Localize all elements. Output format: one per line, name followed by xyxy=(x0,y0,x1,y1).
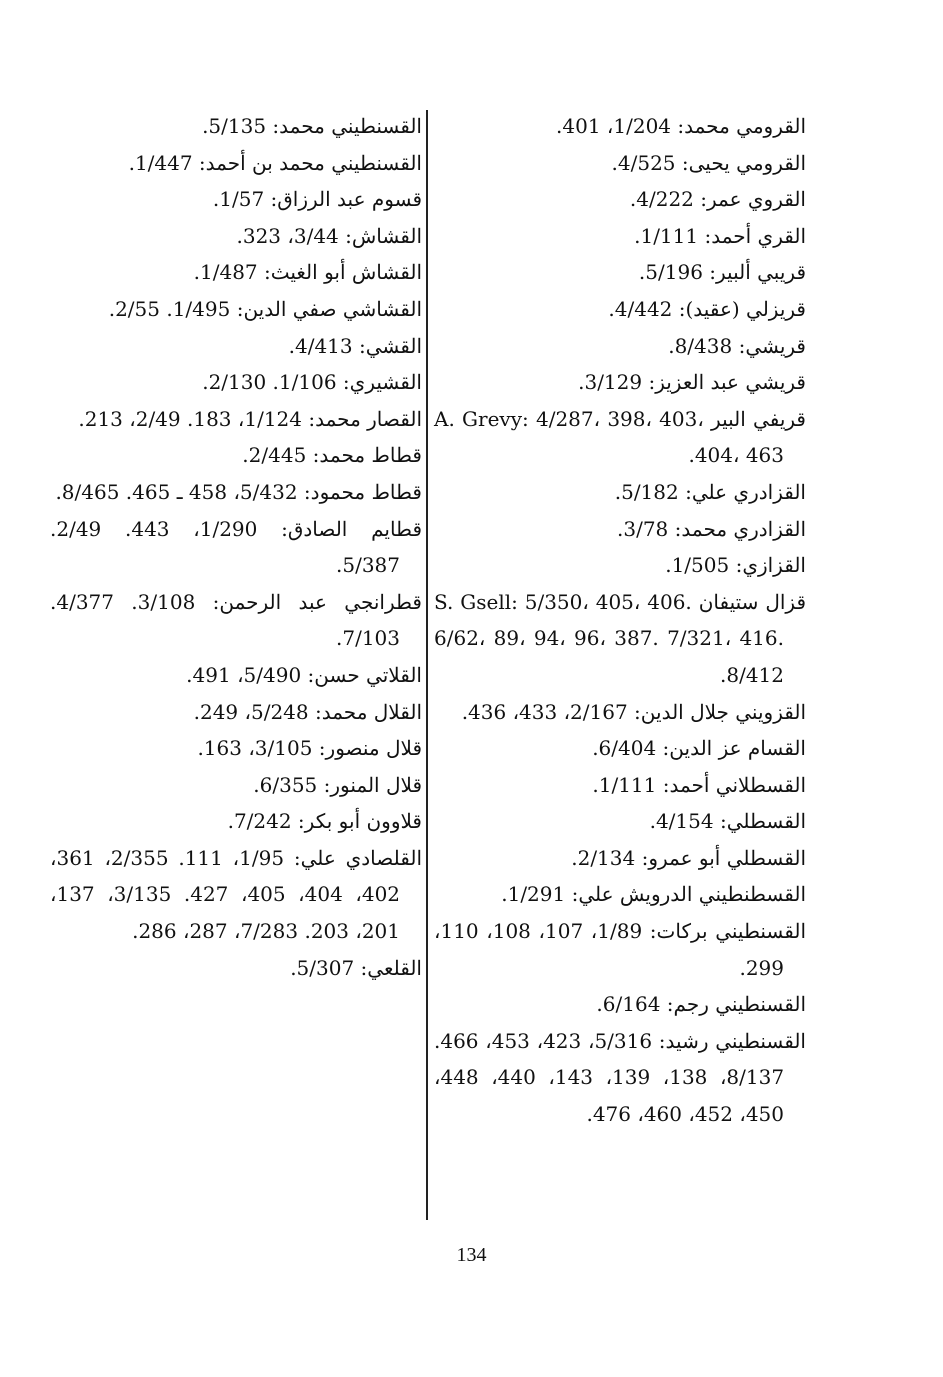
index-entry: القشي: 4/413. xyxy=(288,333,422,358)
index-entry: قلال منصور: 3/105، 163. xyxy=(197,736,422,761)
index-entry: قطاط محمود: 5/432، 458 ـ 465. 8/465. xyxy=(55,479,422,504)
index-entry: القشاش: 3/44، 323. xyxy=(236,223,422,248)
index-entry: القشيري: 1/106. 2/130. xyxy=(202,370,422,395)
index-entry: قريزلي (عقيد): 4/442. xyxy=(608,296,806,321)
index-column-right xyxy=(434,108,806,1133)
index-entry: القسنطيني رشيد: 5/316، 423، 453، 466. 8/137، 138، 139، 143، 440، 448، 450، 452، 460، 476. xyxy=(434,1028,806,1127)
index-entry: القلصادي علي: 1/95، 111. 2/355، 361، 402، 404، 405، 427. 3/135، 137، 201، 203. 7/283، 287، 286. xyxy=(50,845,422,944)
index-entry: قطايم الصادق: 1/290، 443. 2/49. 5/387. xyxy=(50,516,423,578)
index-column-left xyxy=(50,108,422,986)
index-entry: القرومي يحيى: 4/525. xyxy=(611,150,806,175)
index-entry: القري أحمد: 1/111. xyxy=(634,223,806,248)
index-entry: القزازي: 1/505. xyxy=(665,553,806,578)
index-entry: القسطلي أبو عمرو: 2/134. xyxy=(571,845,806,870)
index-entry: القلال محمد: 5/248، 249. xyxy=(193,699,422,724)
index-entry: القسنطيني محمد: 5/135. xyxy=(202,114,422,138)
index-entry: القسنطيني بركات: 1/89، 107، 108، 110، 299. xyxy=(434,919,807,980)
index-entry: القلاتي حسن: 5/490، 491. xyxy=(186,662,422,687)
index-entry: قطاط محمد: 2/445. xyxy=(242,443,422,468)
index-entry: القسنطيني رجم: 6/164. xyxy=(596,992,806,1017)
index-entry: قلاوون أبو بكر: 7/242. xyxy=(227,809,422,834)
index-entry: القشاش أبو الغيث: 1/487. xyxy=(193,260,422,285)
index-entry: قطرانجي عبد الرحمن: 3/108. 4/377. 7/103. xyxy=(50,589,422,651)
index-entry: قريشي: 8/438. xyxy=(668,333,806,358)
index-entry: قلال المنور: 6/355. xyxy=(253,772,422,797)
index-entry: القسطلي: 4/154. xyxy=(649,809,806,834)
index-entry: القسطنطيني الدرويش علي: 1/291. xyxy=(501,882,806,907)
index-entry: قريبي ألبير: 5/196. xyxy=(638,260,806,285)
index-entry: قزال ستيفان S. Gsell: 5/350، 405، 406. 6/62، 89، 94، 96، 387. 7/321، 416. 8/412. xyxy=(434,589,806,687)
index-entry: القلعي: 5/307. xyxy=(290,955,422,980)
index-entry: القزويني جلال الدين: 2/167، 433، 436. xyxy=(461,699,806,724)
column-divider xyxy=(426,110,428,1220)
index-entry: القزادري علي: 5/182. xyxy=(614,479,806,504)
page-number: 134 xyxy=(456,1244,487,1266)
index-entry: القسنطيني محمد بن أحمد: 1/447. xyxy=(128,150,422,175)
index-entry: القرومي محمد: 1/204، 401. xyxy=(556,114,806,138)
index-entry: القشاشي صفي الدين: 1/495. 2/55. xyxy=(108,296,422,321)
index-entry: القسام عز الدين: 6/404. xyxy=(592,736,806,761)
index-entry: قريشي عبد العزيز: 3/129. xyxy=(578,370,806,395)
index-entry: قسوم عبد الرزاق: 1/57. xyxy=(212,187,422,212)
index-entry: قريفي البير A. Grevy: 4/287، 398، 403، 404، 463. xyxy=(434,406,806,468)
index-entry: القروي عمر: 4/222. xyxy=(629,187,806,212)
index-entry: القزادري محمد: 3/78. xyxy=(617,516,806,541)
index-entry: القسطلاني أحمد: 1/111. xyxy=(592,772,806,797)
index-entry: القصار محمد: 1/124، 183. 2/49، 213. xyxy=(78,406,422,431)
